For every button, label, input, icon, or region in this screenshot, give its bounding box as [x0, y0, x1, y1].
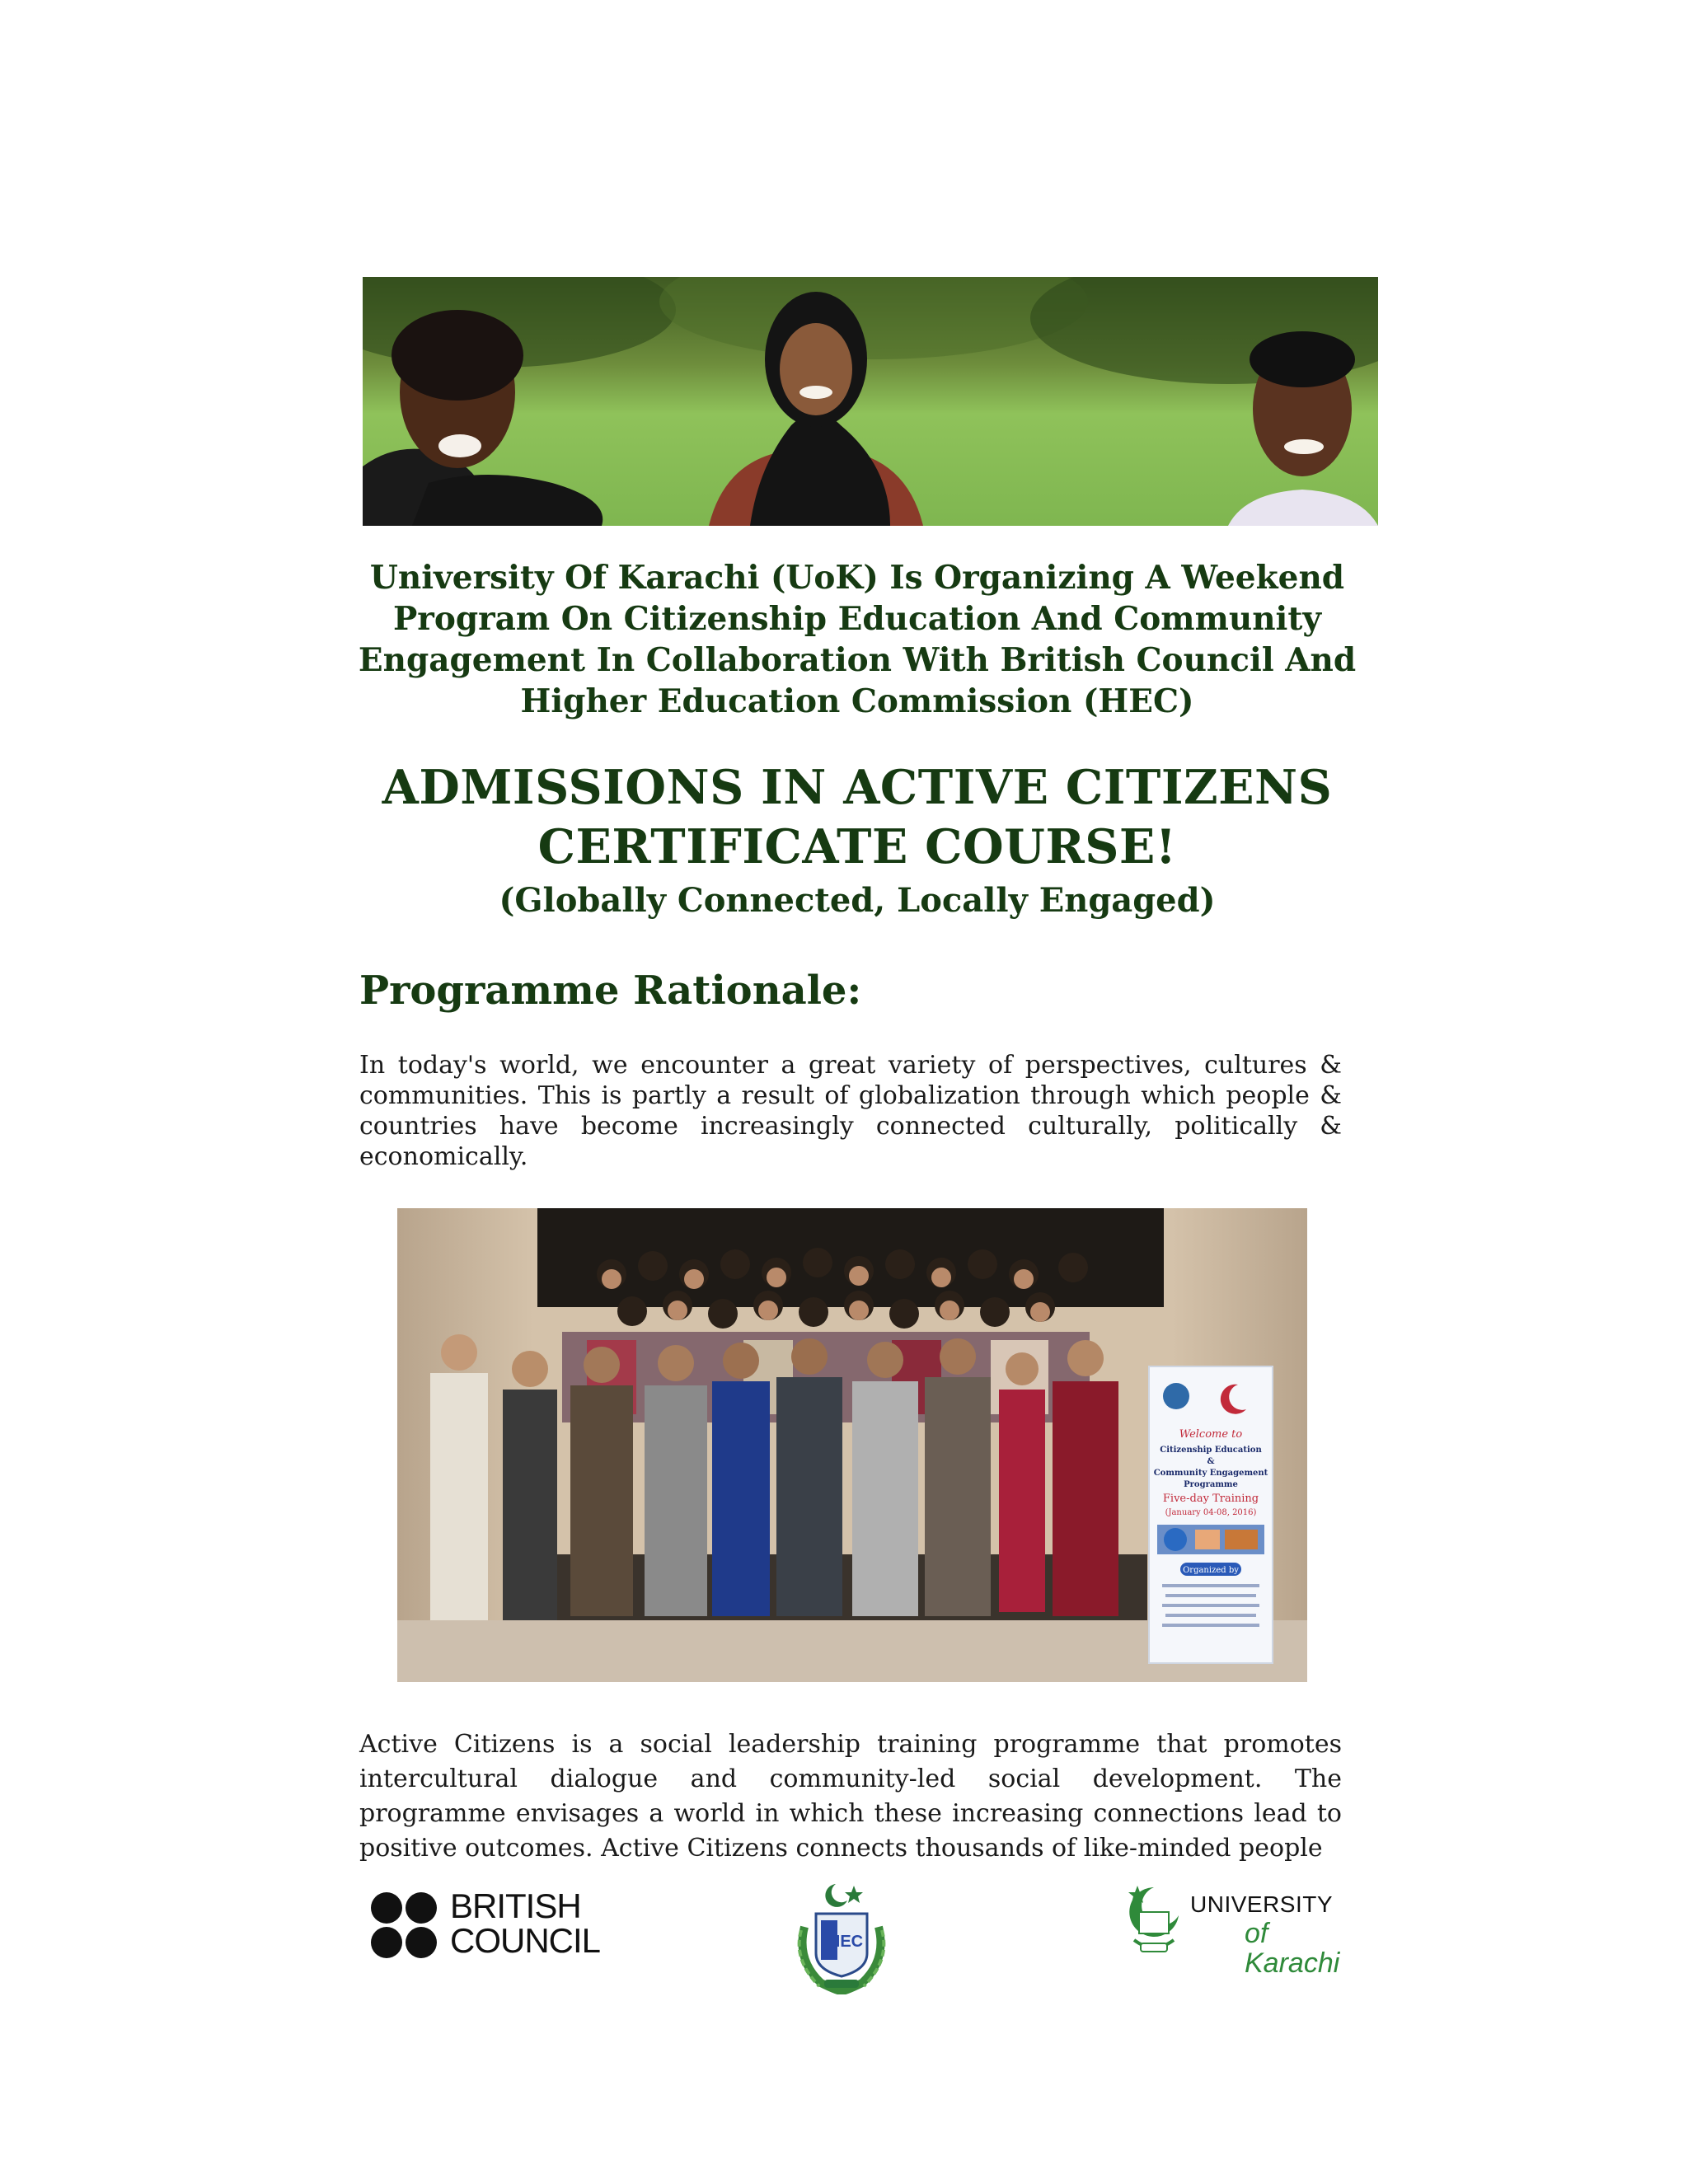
uok-line2: of Karachi	[1245, 1918, 1340, 1979]
banner-line4: Programme	[1184, 1480, 1238, 1489]
hec-logo	[788, 1877, 895, 1994]
banner-welcome: Welcome to	[1179, 1428, 1243, 1441]
banner-line5: Five-day Training	[1162, 1493, 1259, 1505]
banner-line3: Community Engagement	[1153, 1469, 1268, 1478]
admissions-heading	[346, 758, 1368, 877]
admissions-heading-line2: CERTIFICATE COURSE!	[537, 819, 1177, 874]
banner-line2: &	[1207, 1457, 1215, 1466]
british-council-wordmark	[450, 1886, 601, 1960]
rationale-paragraph: In today's world, we encounter a great variety of perspectives, cultures & communities. This is partly a result of globalization through which people & countries have become increasingly connected culturally, politically & economically.	[359, 1051, 1342, 1171]
body-paragraph: Active Citizens is a social leadership training programme that promotes intercultural dialogue and community-led social development. The programme envisages a world in which these increasing connections lead to positive outcomes. Active Citizens connects thousands of like-minded people	[359, 1730, 1342, 1863]
university-of-karachi-logo	[1123, 1879, 1362, 1979]
welcome-banner	[1149, 1366, 1273, 1663]
british-council-logo	[371, 1886, 610, 1961]
admissions-heading-line1: ADMISSIONS IN ACTIVE CITIZENS	[382, 760, 1333, 815]
banner-organized: Organized by	[1183, 1566, 1239, 1575]
bc-line1: BRITISH	[450, 1886, 581, 1925]
hero-photo	[363, 277, 1378, 526]
british-council-dots-icon	[371, 1892, 440, 1961]
rationale-heading: Programme Rationale:	[359, 968, 862, 1014]
tagline: (Globally Connected, Locally Engaged)	[499, 881, 1216, 920]
group-photo	[397, 1208, 1307, 1682]
bc-line2: COUNCIL	[450, 1921, 601, 1960]
banner-line1: Citizenship Education	[1160, 1446, 1262, 1455]
uok-emblem-icon	[1123, 1879, 1185, 1961]
hec-text: HEC	[828, 1933, 864, 1951]
uok-line1: UNIVERSITY	[1190, 1891, 1334, 1917]
intro-heading: University Of Karachi (UoK) Is Organizing A Weekend Program On Citizenship Education And Community Engagement In Collaboration With British Council And Higher Education Commission (HEC)	[358, 559, 1357, 720]
hec-emblem-icon	[788, 1877, 895, 1994]
banner-line6: (January 04-08, 2016)	[1165, 1508, 1257, 1517]
